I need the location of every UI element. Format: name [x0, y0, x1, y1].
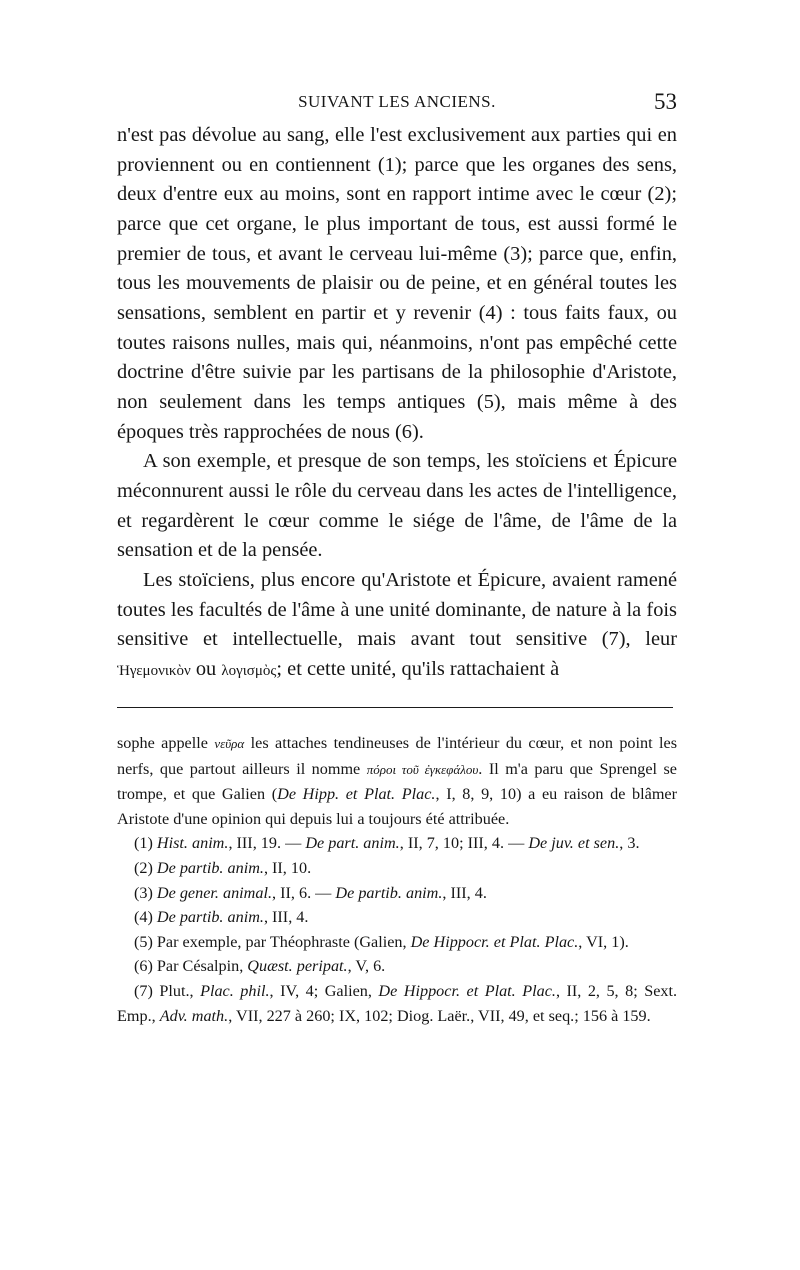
- footnote-text: (5) Par exemple, par Théophraste (Galien,: [134, 932, 411, 951]
- work-title: De partib. anim.: [335, 883, 443, 902]
- running-head: [117, 86, 677, 118]
- paragraph-epicure: A son exemple, et presque de son temps, les stoïciens et Épicure méconnurent aussi le rôle du cerveau dans les actes de l'intelligence, et regardèrent le cœur comme le siége de l'âme, de l'âme de la sensation et de la pensée.: [117, 450, 677, 562]
- footnote-1: [117, 831, 677, 856]
- work-title: De part. anim.: [305, 834, 400, 853]
- footnote-text: , II, 10.: [263, 858, 312, 877]
- footnote-text: les attaches tendineuses de l'intérieur du cœur, et non point les nerfs, que partout ailleurs il nomme: [117, 734, 677, 778]
- footnote-text: , VII, 227 à 260; IX, 102; Diog. Laër., VII, 49, et seq.; 156 à 159.: [228, 1006, 651, 1025]
- paragraph-text: Les stoïciens, plus encore qu'Aristote et Épicure, avaient ramené toutes les facultés de l'âme à une unité dominante, de nature à la fois sensitive et intellectuelle, mais avant tout sensitive (7), leur: [117, 568, 677, 651]
- running-title: SUIVANT LES ANCIENS.: [298, 92, 496, 111]
- work-title: De gener. animal.: [156, 883, 273, 902]
- paragraph-text: ; et cette unité, qu'ils rattachaient à: [276, 657, 560, 680]
- work-title: De partib. anim.: [156, 858, 264, 877]
- footnote-text: , II, 6. —: [272, 883, 336, 902]
- footnote-text: , V, 6.: [347, 957, 386, 976]
- greek-term: νεῦρα: [214, 736, 245, 751]
- work-title: De juv. et sen.: [528, 834, 620, 853]
- footnote-text: (6) Par Césalpin,: [134, 957, 248, 976]
- footnote-text: (3): [134, 883, 157, 902]
- footnote-text: , 3.: [619, 834, 640, 853]
- footnote-text: , VI, 1).: [578, 932, 629, 951]
- footnote-2: [117, 856, 677, 881]
- work-title: De Hipp. et Plat. Plac.: [277, 785, 436, 804]
- footnote-text: , II, 7, 10; III, 4. —: [399, 834, 529, 853]
- work-title: De Hippocr. et Plat. Plac.: [378, 981, 556, 1000]
- work-title: Plac. phil.: [200, 981, 270, 1000]
- footnote-6: [117, 954, 677, 979]
- footnote-separator: [117, 707, 673, 708]
- work-title: De Hippocr. et Plat. Plac.: [410, 932, 579, 951]
- paragraph-continued: n'est pas dévolue au sang, elle l'est exclusivement aux parties qui en proviennent ou en contiennent (1); parce que les organes des sens, deux d'entre eux au moins, sont en rapport intime avec le cœur (2); parce que cet organe, le plus important de tous, est aussi formé le premier de tous, et avant le cerveau lui-même (3); parce que, enfin, tous les mouvements de plaisir ou de peine, et en général toutes les sensations, semblent en partir et y revenir (4) : tous faits faux, ou toutes raisons nulles, mais qui, néanmoins, n'ont pas empêché cette doctrine d'être suivie par les partisans de la philosophie d'Aristote, non seulement dans les temps antiques (5), mais même à des époques très rapprochées de nous (6).: [117, 124, 677, 443]
- footnote-text: (2): [134, 858, 157, 877]
- greek-term: λογισμὸς: [221, 662, 277, 679]
- footnote-continuation: [117, 731, 677, 831]
- footnote-text: , III, 4.: [442, 883, 487, 902]
- paragraph-stoiciens: [117, 566, 677, 687]
- footnote-text: , I, 8, 9, 10) a eu raison de blâmer Aristote d'une opinion qui depuis lui a toujours été attribuée.: [117, 785, 677, 828]
- footnote-text: , IV, 4; Galien,: [269, 981, 379, 1000]
- footnotes: [117, 731, 677, 1028]
- main-text: [117, 121, 677, 686]
- footnote-text: , II, 2, 5, 8; Sext. Emp.,: [117, 981, 678, 1025]
- paragraph-text: ou: [190, 657, 222, 680]
- footnote-4: [117, 905, 677, 930]
- footnote-text: (1): [134, 834, 157, 853]
- work-title: Hist. anim.: [156, 834, 229, 853]
- greek-term: Ἡγεμονικὸν: [117, 662, 191, 679]
- footnote-text: , III, 4.: [263, 908, 309, 927]
- work-title: De partib. anim.: [156, 908, 264, 927]
- footnote-text: sophe appelle: [117, 734, 215, 752]
- footnote-text: . Il m'a paru que Sprengel se trompe, et que Galien (: [117, 759, 677, 804]
- footnote-text: (4): [134, 908, 157, 927]
- footnote-text: , III, 19. —: [228, 834, 306, 853]
- page-number: 53: [654, 89, 677, 114]
- greek-term: πόροι τοῦ ἐγκεφάλου: [366, 761, 479, 777]
- footnote-text: (7) Plut.,: [134, 981, 201, 1000]
- work-title: Adv. math.: [159, 1006, 229, 1025]
- footnote-5: [117, 930, 677, 955]
- footnote-7: [117, 979, 677, 1028]
- work-title: Quæst. peripat.: [247, 957, 348, 976]
- footnote-3: [117, 881, 677, 906]
